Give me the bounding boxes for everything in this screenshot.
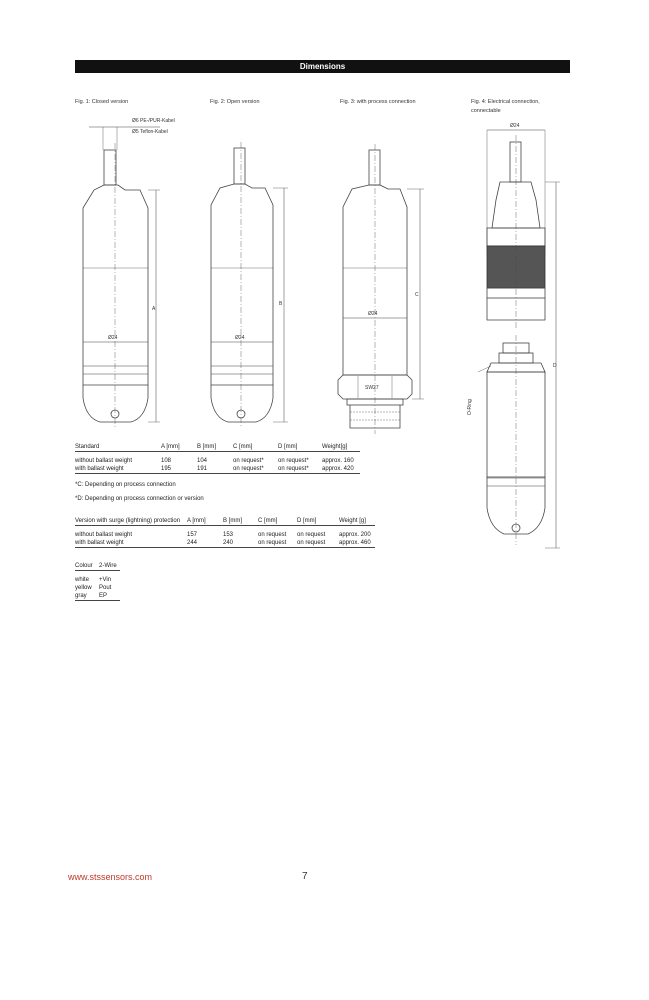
header-cell: C [mm] [258, 518, 278, 524]
table-cell: on request* [233, 466, 264, 472]
table-cell: 108 [161, 458, 172, 464]
table-row [75, 457, 360, 465]
table-cell: with ballast weight [75, 466, 124, 472]
header-cell: D [mm] [278, 444, 298, 450]
table-cell: on request [258, 540, 287, 546]
table-cell: on request* [278, 458, 309, 464]
fig3-drawing [338, 144, 424, 434]
fig4-caption-line2: connectable [471, 108, 501, 114]
table-cell: approx. 420 [322, 466, 354, 472]
table-cell: on request* [233, 458, 264, 464]
table-row [75, 539, 375, 548]
table-cell: without ballast weight [75, 458, 133, 464]
table-row [75, 576, 120, 584]
header-cell: D [mm] [297, 518, 317, 524]
fig3-sw-label: SW27 [365, 385, 379, 391]
header-cell: Colour [75, 563, 93, 569]
table-cell: on request [258, 532, 287, 538]
fig2-drawing [211, 142, 288, 428]
fig2-caption: Fig. 2: Open version [210, 99, 260, 105]
note-c: *C: Depending on process connection [75, 482, 176, 488]
fig4-dim-label: D [553, 363, 557, 369]
table-cell: approx. 460 [339, 540, 371, 546]
header-cell: Standard [75, 444, 100, 450]
surge-table-header [75, 517, 375, 526]
fig2-diameter-label: Ø24 [235, 335, 245, 341]
fig1-dim-label: A [152, 306, 156, 312]
fig4-drawing [478, 130, 560, 548]
fig1-diameter-label: Ø24 [108, 335, 118, 341]
table-row [75, 592, 120, 601]
table-cell: on request [297, 540, 326, 546]
fig3-dim-label: C [415, 292, 419, 298]
table-cell: 153 [223, 532, 234, 538]
table-cell: white [75, 577, 90, 583]
table-cell: on request* [278, 466, 309, 472]
table-cell: on request [297, 532, 326, 538]
fig4-caption-line1: Fig. 4: Electrical connection, [471, 99, 540, 105]
header-cell: C [mm] [233, 444, 253, 450]
header-cell: 2-Wire [99, 563, 117, 569]
header-cell: A [mm] [161, 444, 180, 450]
colour-table [75, 562, 120, 601]
note-d: *D: Depending on process connection or version [75, 496, 204, 502]
fig4-diameter-label: Ø24 [510, 123, 520, 129]
table-cell: EP [99, 593, 108, 599]
fig1-drawing [83, 127, 160, 428]
table-cell: approx. 200 [339, 532, 371, 538]
fig1-cable-label-1: Ø6 PE-/PUR-Kabel [132, 118, 175, 124]
surge-table [75, 517, 375, 548]
table-cell: +Vin [99, 577, 112, 583]
table-cell: 244 [187, 540, 198, 546]
table-cell: gray [75, 593, 87, 599]
table-cell: yellow [75, 585, 92, 591]
table-cell: approx. 160 [322, 458, 354, 464]
table-cell: 240 [223, 540, 234, 546]
table-row [75, 531, 375, 539]
fig4-oring-label: O-Ring [467, 399, 473, 415]
table-cell: 195 [161, 466, 172, 472]
header-cell: A [mm] [187, 518, 206, 524]
fig2-dim-label: B [279, 301, 283, 307]
table-cell: without ballast weight [75, 532, 133, 538]
header-cell: B [mm] [197, 444, 216, 450]
table-cell: 104 [197, 458, 208, 464]
standard-table-header [75, 443, 360, 452]
colour-table-header [75, 562, 120, 571]
table-row [75, 584, 120, 592]
table-row [75, 465, 360, 474]
page-number: 7 [302, 871, 308, 882]
header-cell: Weight [g] [339, 518, 366, 524]
fig3-diameter-label: Ø24 [368, 311, 378, 317]
standard-table [75, 443, 360, 474]
footer-website-link[interactable]: www.stssensors.com [68, 872, 153, 882]
fig1-cable-label-2: Ø5 Teflon-Kabel [132, 129, 168, 135]
section-title: Dimensions [299, 62, 346, 71]
table-cell: with ballast weight [75, 540, 124, 546]
fig1-caption: Fig. 1: Closed version [75, 99, 129, 105]
header-cell: Weight[g] [322, 444, 348, 450]
table-cell: Pout [99, 585, 112, 591]
table-cell: 157 [187, 532, 198, 538]
header-cell: B [mm] [223, 518, 242, 524]
fig3-caption: Fig. 3: with process connection [340, 99, 416, 105]
table-cell: 191 [197, 466, 208, 472]
header-cell: Version with surge (lightning) protection [75, 518, 181, 524]
